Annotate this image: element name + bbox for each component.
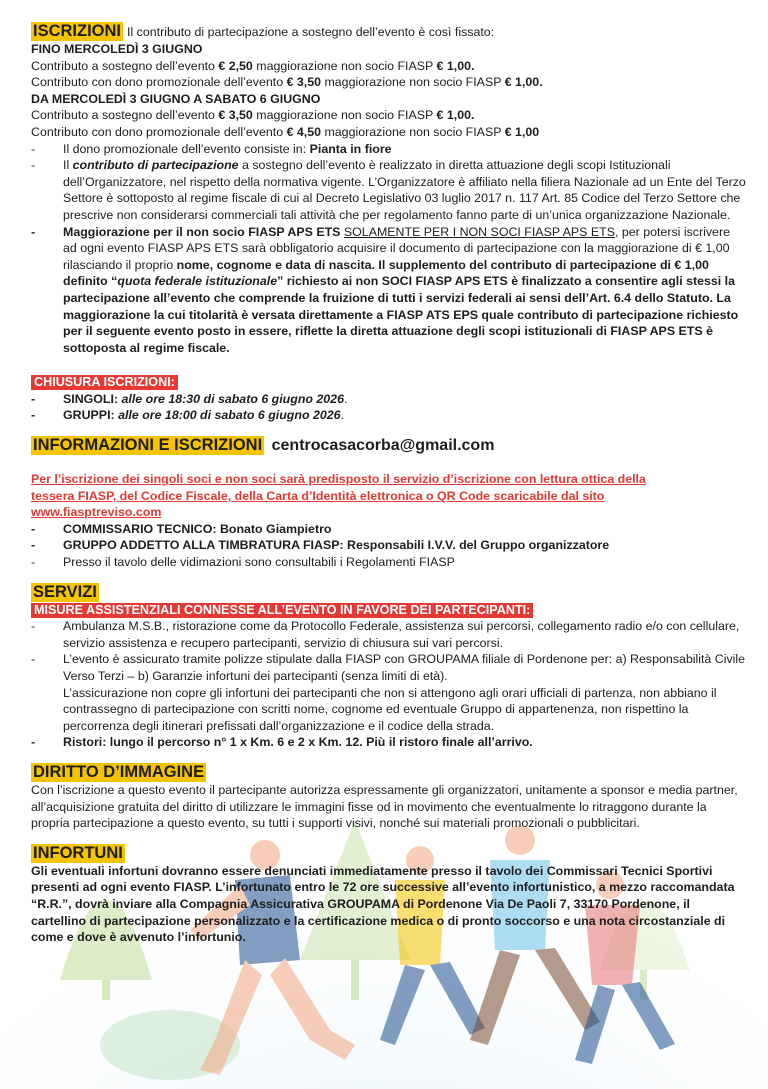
servizi-subheading: MISURE ASSISTENZIALI CONNESSE ALL’EVENTO IN FAVORE DEI PARTECIPANTI: (31, 603, 533, 618)
period1-label: FINO MERCOLEDÌ 3 GIUGNO (31, 42, 203, 56)
iscrizioni-section (31, 22, 747, 356)
infortuni-text: Gli eventuali infortuni dovranno essere denunciati immediatamente presso il tavolo dei Commissari Tecnici Sportivi presenti ad ogni evento FIASP. L’infortunato entro le 72 ore successive all’evento infortunistico, a mezzo raccomandata “R.R.”, dovrà inviare alla Compagnia Assicurativa GROUPAMA di Pordenone Via De Paoli 7, 33170 Pordenone, il cartellino di partecipazione personalizzato e la certificazione medica o di pronto soccorso e una nota circostanziale di come e dove è avvenuto l’infortunio. (31, 863, 735, 945)
document-body (31, 22, 747, 946)
list-item: - Il dono promozionale dell’evento consiste in: Pianta in fiore (31, 141, 747, 158)
list-item: - GRUPPI: alle ore 18:00 di sabato 6 giugno 2026. (31, 407, 747, 424)
servizi-heading: SERVIZI (33, 582, 97, 601)
diritto-text: Con l’iscrizione a questo evento il partecipante autorizza espressamente gli organizzatori, unitamente a sponsor e media partner, all’acquisizione gratuita del diritto di utilizzare le immagini fisse od in movimento che eventualmente lo ritraggono durante la propria partecipazione a questo evento, su tutti i supporti visivi, nonché sui materiali promozionali o pubblicitari. (31, 782, 738, 831)
iscrizioni-notes (31, 141, 747, 224)
contact-email-link[interactable]: centrocasacorba@gmail.com (271, 437, 495, 455)
informazioni-list (31, 521, 747, 554)
iscrizioni-heading: ISCRIZIONI (33, 22, 122, 40)
period1-row1: Contributo a sostegno dell’evento € 2,50 maggiorazione non socio FIASP € 1,00. (31, 58, 475, 73)
list-item: - Ristori: lungo il percorso n° 1 x Km. 6 e 2 x Km. 12. Più il ristoro finale all’arrivo. (31, 734, 747, 751)
iscrizione-notice: Per l’iscrizione dei singoli soci e non soci sarà predisposto il servizio d’iscrizione con lettura ottica della tessera FIASP, del Codice Fiscale, della Carta d’Identità elettronica o QR Code scaricabile dal sito www.fiasptreviso.com (31, 472, 646, 520)
list-item: - Il contributo di partecipazione a sostegno dell’evento è realizzato in diretta attuazione degli scopi Istituzionali dell’Organizzatore, nel rispetto della normativa vigente. L’Organizzatore è affiliato nella filiera Nazionale ad un Ente del Terzo Settore è sottoposto al regime fiscale di cui al Decreto Legislativo 03 luglio 2017 n. 117 Art. 85 Codice del Terzo Settore che prescrive non considerarsi commerciali tali attività che per regolamento fanno parte di un’unica organizzazione Nazionale. (31, 157, 747, 223)
list-item: - SINGOLI: alle ore 18:30 di sabato 6 giugno 2026. (31, 391, 747, 408)
maggiorazione-list (31, 224, 747, 357)
chiusura-section (31, 374, 747, 424)
list-item: - Maggiorazione per il non socio FIASP APS ETS SOLAMENTE PER I NON SOCI FIASP APS ETS, per potersi iscrivere ad ogni evento FIASP APS ETS sarà obbligatorio acquisire il documento di partecipazione con la maggiorazione di € 1,00 rilasciando il proprio nome, cognome e data di nascita. Il supplemento del contributo di partecipazione di € 1,00 definito “quota federale istituzionale” richiesto ai non SOCI FIASP APS ETS è finalizzato a consentire agli stessi la partecipazione all’evento che comprende la fruizione di tutti i servizi federali ai sensi dell’Art. 6.4 dello Statuto. La maggiorazione la cui titolarità è versata direttamente a FIASP ATS EPS quale contributo di partecipazione richiesto per il seguente evento posto in essere, riflette la diretta attuazione degli scopi istituzionali di FIASP APS ETS è sottoposta al regime fiscale. (31, 224, 747, 357)
period1-row2: Contributo con dono promozionale dell’evento € 3,50 maggiorazione non socio FIASP € 1,00. (31, 75, 543, 90)
informazioni-list-2 (31, 554, 747, 571)
chiusura-list (31, 391, 747, 424)
list-item: - Ambulanza M.S.B., ristorazione come da Protocollo Federale, assistenza sui percorsi, collegamento radio e/o con cellulare, servizio assistenza e recupero partecipanti, servizio di chiusura sui vari percorsi. (31, 618, 747, 651)
period2-row2: Contributo con dono promozionale dell’evento € 4,50 maggiorazione non socio FIASP € 1,00 (31, 124, 540, 139)
servizi-list (31, 618, 747, 734)
informazioni-section (31, 436, 747, 571)
informazioni-heading: INFORMAZIONI E ISCRIZIONI (33, 436, 263, 455)
iscrizioni-intro: Il contributo di partecipazione a sostegno dell’evento è così fissato: (127, 25, 495, 39)
period2-label: DA MERCOLEDÌ 3 GIUGNO A SABATO 6 GIUGNO (31, 91, 321, 106)
diritto-heading: DIRITTO D’IMMAGINE (33, 762, 205, 781)
list-item: - COMMISSARIO TECNICO: Bonato Giampietro (31, 521, 747, 538)
servizi-list-2 (31, 734, 747, 751)
fiasptreviso-link[interactable]: www.fiasptreviso.com (31, 505, 162, 520)
list-item: - L’evento è assicurato tramite polizze stipulate dalla FIASP con GROUPAMA filiale di Pordenone per: a) Responsabilità Civile Verso Terzi – b) Garanzie infortuni dei partecipanti (senza limiti di età). L’assicurazione non copre gli infortuni dei partecipanti che non si attengono agli orari ufficiali di partenza, non abbiano il contrassegno di partecipazione con scritti nome, cognome ed eventuale Gruppo di appartenenza, non rispettino la percorrenza degli itinerari prefissati dall’organizzazione e il codice della strada. (31, 651, 747, 734)
list-item: - Presso il tavolo delle vidimazioni sono consultabili i Regolamenti FIASP (31, 554, 747, 571)
servizi-section (31, 583, 747, 751)
infortuni-heading: INFORTUNI (33, 843, 123, 862)
diritto-section (31, 763, 747, 832)
infortuni-section (31, 844, 747, 946)
list-item: - GRUPPO ADDETTO ALLA TIMBRATURA FIASP: Responsabili I.V.V. del Gruppo organizzatore (31, 537, 747, 554)
chiusura-heading: CHIUSURA ISCRIZIONI: (31, 375, 178, 390)
period2-row1: Contributo a sostegno dell’evento € 3,50 maggiorazione non socio FIASP € 1,00. (31, 108, 475, 123)
